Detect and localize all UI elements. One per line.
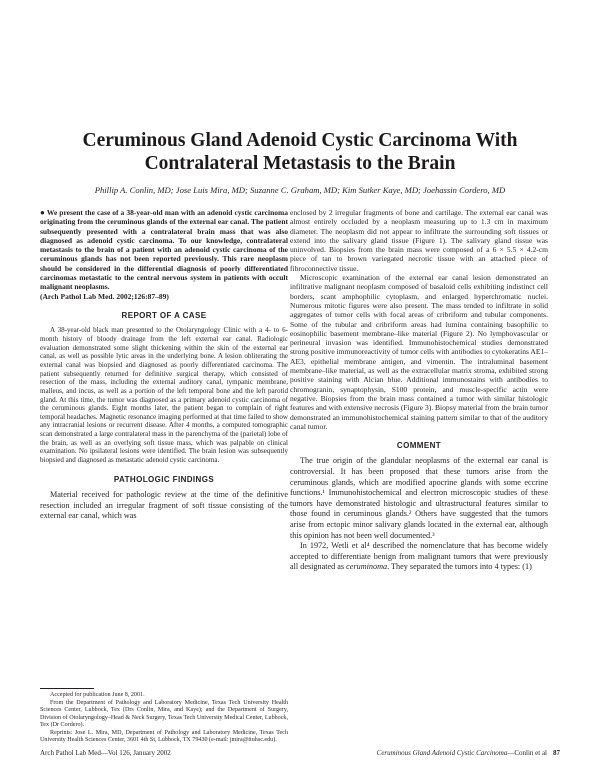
comment-paragraph-1: The true origin of the glandular neoplasms of the external ear canal is controversial. It has been proposed that these tumors arise from the ceruminous glands, which are modified apocrine glands with some eccrine functions.¹ Immunohistochemical and electron microscopic studies of these tumors have demonstrated histologic and ultrastructural features similar to those found in ceruminous glands.² Others have suggested that the tumors arise from ectopic minor salivary glands located in the external ear, although this opinion has not been well documented.³ <box>290 456 548 540</box>
abstract-citation: (Arch Pathol Lab Med. 2002;126:87–89) <box>40 291 169 301</box>
footnote-rule <box>40 688 94 689</box>
comment-p2-start: In 1972, Wetli et al⁴ described the nomenclature that has become widely accepted to differentiate benign from malignant tumors that were previously all designated as <box>290 541 548 572</box>
footer-authors: —Conlin et al <box>507 749 547 757</box>
abstract <box>40 208 288 301</box>
author-list: Phillip A. Conlin, MD; Jose Luis Mira, MD; Suzanne C. Graham, MD; Kim Sutker Kaye, MD; Joehassin Cordero, MD <box>94 185 506 195</box>
section-heading-comment: COMMENT <box>396 441 442 451</box>
page-number: 87 <box>553 749 560 757</box>
footnote-affiliation: From the Department of Pathology and Laboratory Medicine, Texas Tech University Health Sciences Center, Lubbock, Tex (Drs Conlin, Mira, and Kaye); and the Department of Surgery, Division of Otolaryngology–Head & Neck Surgery, Texas Tech University Medical Center, Lubbock, Tex (Dr Cordero). <box>40 699 288 728</box>
abstract-bullet: ● <box>40 208 45 217</box>
left-column <box>40 208 288 522</box>
footnotes <box>40 688 288 745</box>
comment-p2-italic: ceruminoma <box>346 562 388 572</box>
abstract-text: We present the case of a 38-year-old man with an adenoid cystic carcinoma originating from the ceruminous glands of the external ear canal. The patient subsequently presented with a contralateral brain mass that was also diagnosed as adenoid cystic carcinoma. To our knowledge, contralateral metastasis to the brain of a patient with an adenoid cystic carcinoma of the ceruminous glands has not been reported previously. This rare neoplasm should be considered in the differential diagnosis of poorly differentiated carcinomas metastatic to the central nervous system in patients with occult malignant neoplasms. <box>40 208 288 292</box>
footer-title: Ceruminous Gland Adenoid Cystic Carcinoma <box>376 749 508 757</box>
comment-paragraph-2 <box>290 541 548 573</box>
footnote-reprints: Reprints: Jose L. Mira, MD, Department of Pathology and Laboratory Medicine, Texas Tech University Health Sciences Center, 3601 4th St, Lubbock, TX 79430 (e-mail: jmira@ttuhsc.edu). <box>40 729 288 743</box>
pathologic-paragraph-2: Microscopic examination of the external ear canal lesion demonstrated an infiltrative malignant neoplasm composed of basaloid cells exhibiting indistinct cell borders, scant amphophilic cytoplasm, and enlarged hyperchromatic nuclei. Numerous mitotic figures were also present. The mass tended to infiltrate in solid aggregates of tumor cells with focal areas of cribriform and tubular components. Some of the tubular and cribriform areas had lumina containing basophilic to eosinophilic basement membrane–like material (Figure 2). No lymphovascular or perineural invasion was identified. Immunohistochemical studies demonstrated strong positive immunoreactivity of tumor cells with antibodies to cytokeratins AE1–AE3, epithelial membrane antigen, and vimentin. The intraluminal basement membrane–like material, as well as the extracellular matrix stroma, exhibited strong positive staining with Alcian blue. Additional immunostains with antibodies to chromogranin, synaptophysin, S100 protein, and muscle-specific actin were negative. Biopsies from the brain mass contained a tumor with similar histologic features and with extensive necrosis (Figure 3). Biopsy material from the brain tumor demonstrated an immunohistochemical staining pattern similar to that of the auditory canal tumor. <box>290 273 548 431</box>
right-column <box>290 208 548 573</box>
section-heading-pathologic: PATHOLOGIC FINDINGS <box>113 474 215 484</box>
footnote-accepted: Accepted for publication June 8, 2001. <box>50 692 145 698</box>
case-report-text: A 38-year-old black man presented to the Otolaryngology Clinic with a 4- to 6-month history of bloody drainage from the left external ear canal. Radiologic evaluation demonstrated some slight thickening within the skin of the external ear canal, as well as possible lytic areas in the underlying bone. A lesion obliterating the external canal was biopsied and diagnosed as poorly differentiated carcinoma. The patient subsequently returned for definitive surgical therapy, which consisted of resection of the mass, including the external auditory canal, tympanic membrane, malleus, and incus, as well as a portion of the left temporal bone and the left parotid gland. At this time, the tumor was diagnosed as a primary adenoid cystic carcinoma of the ceruminous glands. Eight months later, the patient began to complain of right temporal headaches. Magnetic resonance imaging performed at that time failed to show any intracranial lesions or recurrent disease. After 4 months, a computed tomographic scan demonstrated a large contralateral mass in the parenchyma of the (parietal) lobe of the brain, as well as an overlying soft tissue mass, which was palpable on clinical examination. No ipsilateral lesions were identified. The brain lesion was subsequently biopsied and diagnosed as metastatic adenoid cystic carcinoma. <box>40 326 288 465</box>
comment-p2-end: . They separated the tumors into 4 types: (1) <box>387 562 532 572</box>
article-title: Ceruminous Gland Adenoid Cystic Carcinoma With Contralateral Metastasis to the Brain <box>82 130 518 174</box>
footer-running-title <box>377 749 560 758</box>
pathologic-findings-text: Material received for pathologic review at the time of the definitive resection included an irregular fragment of soft tissue consisting of the external ear canal, which was <box>40 490 288 521</box>
pathologic-paragraph-1: enclosed by 2 irregular fragments of bone and cartilage. The external ear canal was almost entirely occluded by a neoplasm measuring up to 1.3 cm in maximum diameter. The neoplasm did not appear to infiltrate the surrounding soft tissues or extend into the salivary gland tissue (Figure 1). The salivary gland tissue was uninvolved. Biopsies from the brain mass were composed of a 6 × 5.5 × 4.2-cm piece of tan to brown variegated necrotic tissue with an attached piece of fibroconnective tissue. <box>290 208 548 273</box>
footer-journal: Arch Pathol Lab Med—Vol 126, January 2002 <box>40 749 171 757</box>
section-heading-case: REPORT OF A CASE <box>121 310 207 320</box>
